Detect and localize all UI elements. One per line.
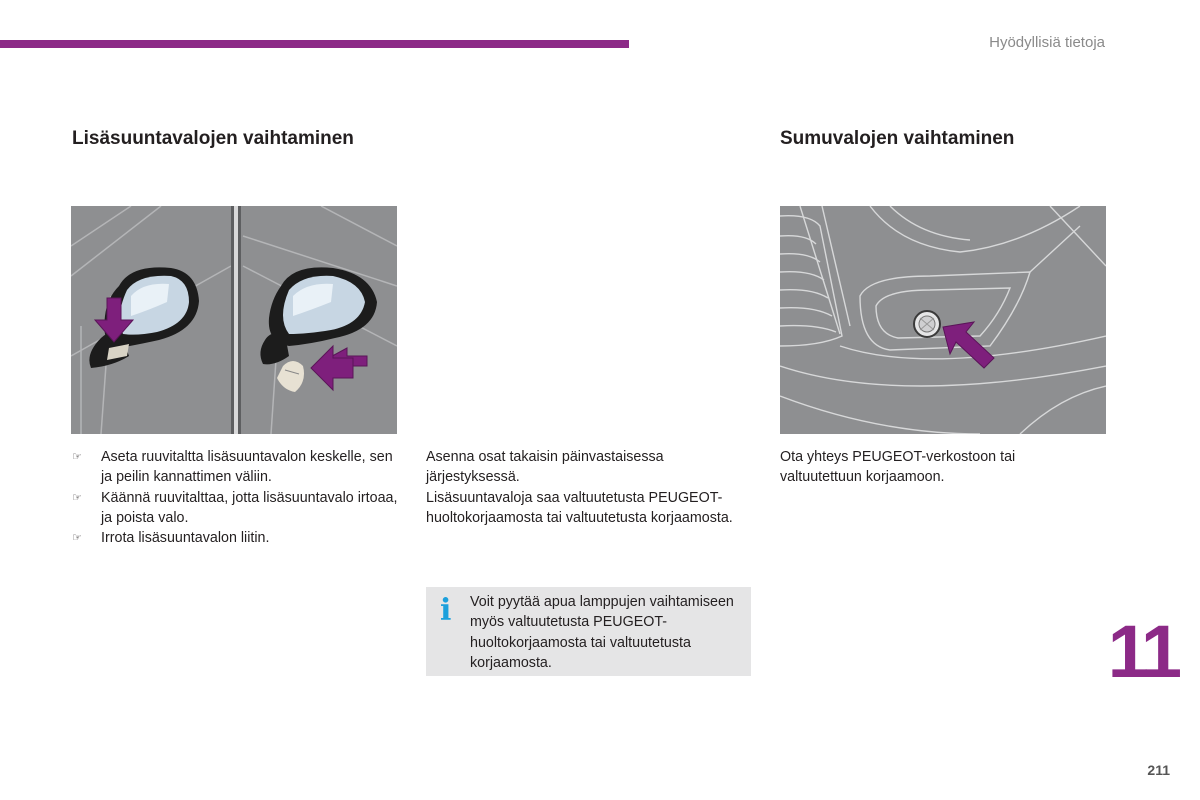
- pointing-hand-icon: ☞: [72, 491, 82, 504]
- right-text: Ota yhteys PEUGEOT-verkostoon tai valtuutettuun korjaamoon.: [780, 449, 1016, 486]
- mirror-indicator-illustration: [71, 206, 397, 434]
- pointing-hand-icon: ☞: [72, 532, 82, 545]
- info-text: Voit pyytää apua lamppujen vaihtamiseen myös valtuutetusta PEUGEOT-huoltokorjaamosta tai valtuutetusta korjaamosta.: [470, 594, 734, 671]
- instruction-step: ☞ Käännä ruuvitalttaa, jotta lisäsuuntavalo irtoaa, ja poista valo.: [72, 489, 398, 526]
- middle-text: [426, 447, 751, 528]
- reassembly-paragraph: Asenna osat takaisin päinvastaisessa järjestyksessä.: [426, 449, 664, 486]
- left-instructions: [72, 447, 402, 548]
- pointing-hand-icon: ☞: [72, 451, 82, 463]
- info-box: [426, 587, 751, 676]
- chapter-number: 11: [1107, 610, 1178, 693]
- right-section-heading: Sumuvalojen vaihtaminen: [780, 128, 1015, 149]
- section-title: Hyödyllisiä tietoja: [989, 34, 1105, 51]
- availability-paragraph: Lisäsuuntavaloja saa valtuutetusta PEUGEOT-huoltokorjaamosta tai valtuutetusta korjaamosta.: [426, 489, 733, 526]
- fog-lamp-graphic: [914, 311, 940, 337]
- fog-light-illustration: [780, 206, 1106, 434]
- header-accent-bar: [0, 40, 629, 48]
- left-section-heading: Lisäsuuntavalojen vaihtaminen: [72, 128, 354, 149]
- info-icon: i: [440, 593, 452, 628]
- instruction-step: ☞ Irrota lisäsuuntavalon liitin.: [72, 528, 402, 548]
- instruction-step: ☞ Aseta ruuvitaltta lisäsuuntavalon keskelle, sen ja peilin kannattimen väliin.: [72, 449, 393, 486]
- page-number: 211: [1147, 762, 1170, 778]
